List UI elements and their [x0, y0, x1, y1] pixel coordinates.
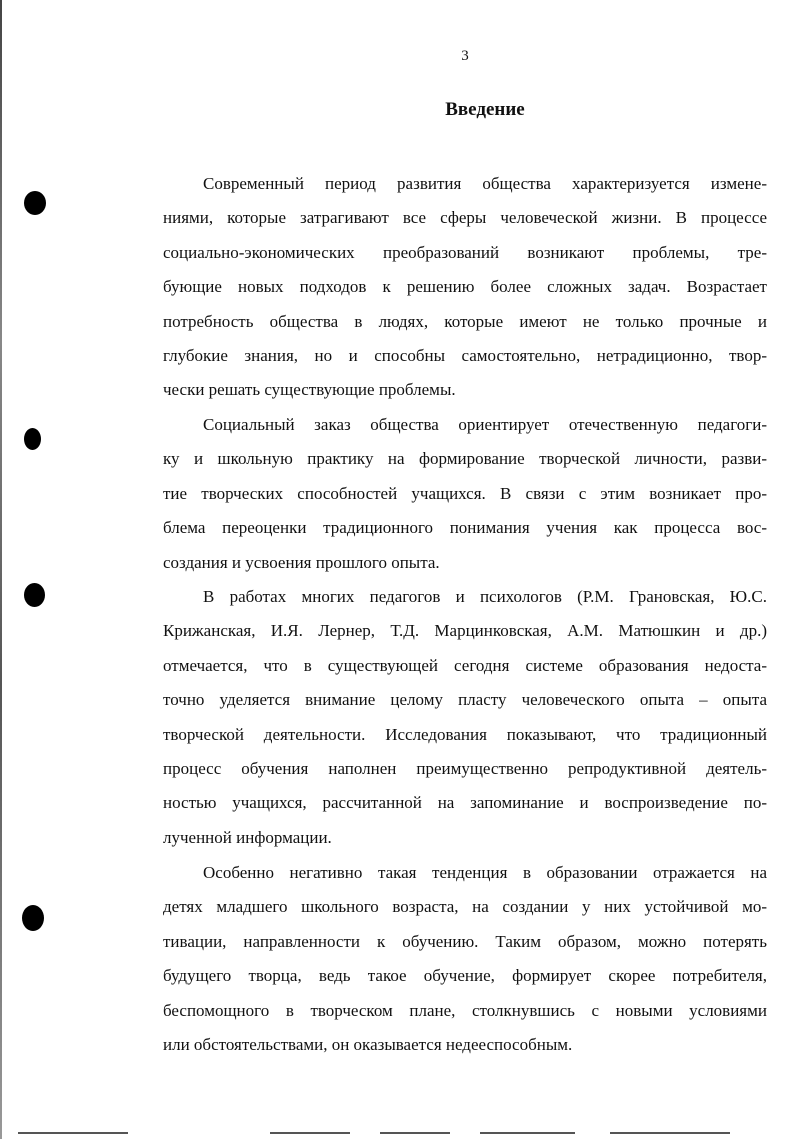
- text-line: чески решать существующие проблемы.: [163, 380, 456, 400]
- text-line: глубокие знания, но и способны самостоятельно, нетрадиционно, твор-: [163, 345, 767, 365]
- text-line: ностью учащихся, рассчитанной на запоминание и воспроизведение по-: [163, 793, 767, 813]
- binder-hole-4: [22, 905, 44, 931]
- binder-hole-2: [24, 428, 41, 450]
- text-line: бующие новых подходов к решению более сложных задач. Возрастает: [163, 277, 767, 297]
- text-line: детях младшего школьного возраста, на создании у них устойчивой мо-: [163, 897, 767, 917]
- paragraph-3: [163, 580, 767, 855]
- page-title: Введение: [445, 99, 525, 120]
- text-line: отмечается, что в существующей сегодня системе образования недоста-: [163, 655, 767, 675]
- text-line: творческой деятельности. Исследования показывают, что традиционный: [163, 724, 767, 744]
- text-line: будущего творца, ведь такое обучение, формирует скорее потребителя,: [163, 966, 767, 986]
- paragraph-4: [163, 856, 767, 1062]
- text-line: социально-экономических преобразований возникают проблемы, тре-: [163, 242, 767, 262]
- page-number: 3: [461, 48, 469, 64]
- text-line: В работах многих педагогов и психологов (Р.М. Грановская, Ю.С.: [203, 587, 767, 606]
- paragraph-1: [163, 167, 767, 408]
- text-line: или обстоятельствами, он оказывается недееспособным.: [163, 1034, 573, 1054]
- text-line: блема переоценки традиционного понимания учения как процесса вос-: [163, 518, 767, 538]
- binder-hole-3: [24, 583, 45, 607]
- text-line: точно уделяется внимание целому пласту человеческого опыта – опыта: [163, 690, 767, 710]
- scan-bottom-artifacts: [0, 1130, 795, 1136]
- paragraph-2: [163, 408, 767, 580]
- text-line: потребность общества в людях, которые имеют не только прочные и: [163, 311, 767, 331]
- binder-hole-1: [24, 191, 46, 215]
- text-line: процесс обучения наполнен преимущественно репродуктивной деятель-: [163, 758, 767, 778]
- text-line: ку и школьную практику на формирование творческой личности, разви-: [163, 449, 767, 469]
- text-line: ниями, которые затрагивают все сферы человеческой жизни. В процессе: [163, 208, 767, 228]
- text-line: Современный период развития общества характеризуется измене-: [203, 174, 767, 193]
- text-line: тие творческих способностей учащихся. В связи с этим возникает про-: [163, 483, 767, 503]
- text-line: Крижанская, И.Я. Лернер, Т.Д. Марцинковская, А.М. Матюшкин и др.): [163, 621, 767, 641]
- text-line: тивации, направленности к обучению. Таким образом, можно потерять: [163, 931, 767, 951]
- text-line: лученной информации.: [163, 827, 332, 847]
- scan-left-edge: [0, 0, 2, 1139]
- text-line: Особенно негативно такая тенденция в образовании отражается на: [203, 863, 767, 882]
- text-line: Социальный заказ общества ориентирует отечественную педагоги-: [203, 415, 767, 434]
- text-line: создания и усвоения прошлого опыта.: [163, 552, 440, 572]
- text-line: беспомощного в творческом плане, столкнувшись с новыми условиями: [163, 1000, 767, 1020]
